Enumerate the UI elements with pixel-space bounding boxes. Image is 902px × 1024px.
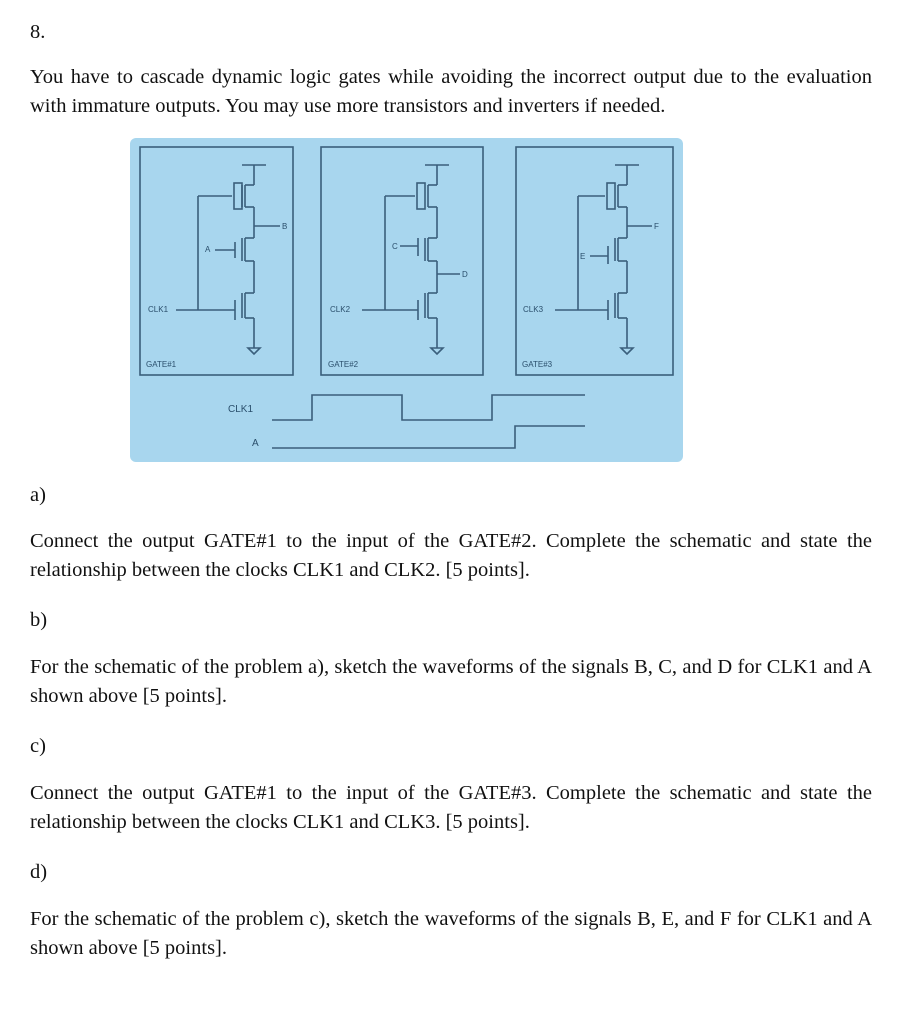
problem-intro: You have to cascade dynamic logic gates while avoiding the incorrect output due to the evaluation with immature outputs. You may use more transistors and inverters if needed.	[30, 66, 872, 117]
gate3-box	[516, 147, 673, 375]
part-a-text: Connect the output GATE#1 to the input of the GATE#2. Complete the schematic and state the relationship between the clocks CLK1 and CLK2. [5 points].	[30, 530, 872, 581]
gate3-clock-label: CLK3	[523, 305, 544, 314]
gate2-box	[321, 147, 483, 375]
gate2-output-label: D	[462, 270, 468, 279]
gate2-clock-label: CLK2	[330, 305, 351, 314]
schematic-svg	[130, 138, 683, 462]
gate1-clock-label: CLK1	[148, 305, 169, 314]
gate2-input-label: C	[392, 242, 398, 251]
part-d-label: d)	[30, 861, 48, 883]
gate3-input-label: E	[580, 252, 586, 261]
problem-number: 8.	[30, 21, 46, 43]
part-b-label: b)	[30, 609, 48, 631]
gate3-output-label: F	[654, 222, 659, 231]
part-c-label: c)	[30, 735, 46, 757]
a-waveform-label: A	[252, 438, 259, 449]
dynamic-logic-figure	[130, 138, 683, 462]
part-c-text: Connect the output GATE#1 to the input of the GATE#3. Complete the schematic and state the relationship between the clocks CLK1 and CLK3. [5 points].	[30, 782, 872, 833]
gate1-output-label: B	[282, 222, 288, 231]
clk1-waveform	[272, 395, 585, 420]
gate1-name-label: GATE#1	[146, 360, 177, 369]
part-a-label: a)	[30, 484, 46, 506]
gate3-name-label: GATE#3	[522, 360, 553, 369]
part-d-text: For the schematic of the problem c), sketch the waveforms of the signals B, E, and F for CLK1 and A shown above [5 points].	[30, 908, 872, 959]
gate2-name-label: GATE#2	[328, 360, 359, 369]
gate1-box	[140, 147, 293, 375]
part-b-text: For the schematic of the problem a), sketch the waveforms of the signals B, C, and D for CLK1 and A shown above [5 points].	[30, 656, 872, 707]
clk1-waveform-label: CLK1	[228, 404, 254, 415]
gate1-input-label: A	[205, 245, 211, 254]
a-waveform	[272, 426, 585, 448]
